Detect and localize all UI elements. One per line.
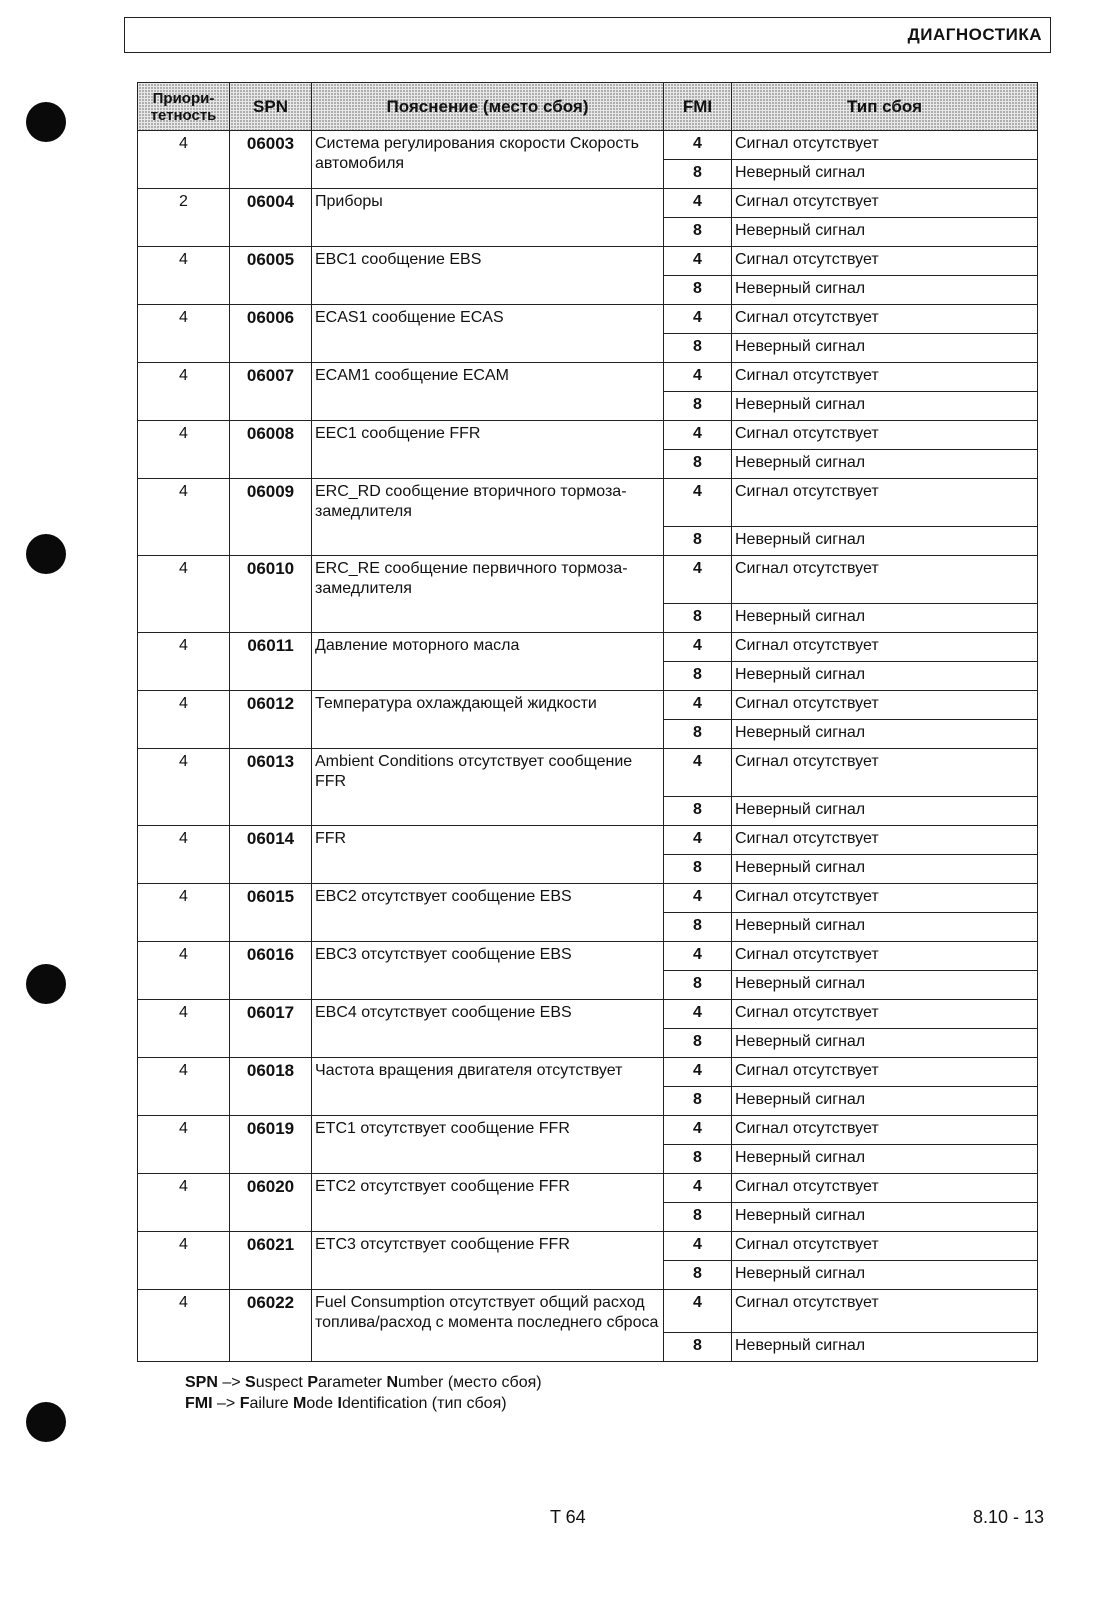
cell-description: Приборы bbox=[312, 189, 664, 247]
note-spn-s2: P bbox=[307, 1374, 318, 1391]
cell-spn: 06008 bbox=[230, 421, 312, 479]
cell-fmi: 4 bbox=[664, 633, 732, 662]
cell-description: EBC2 отсутствует сообщение EBS bbox=[312, 884, 664, 942]
cell-priority: 4 bbox=[138, 884, 230, 942]
header-title: ДИАГНОСТИКА bbox=[907, 25, 1042, 44]
cell-failure-type: Сигнал отсутствует bbox=[732, 749, 1038, 797]
cell-failure-type: Сигнал отсутствует bbox=[732, 556, 1038, 604]
cell-priority: 4 bbox=[138, 826, 230, 884]
cell-description: FFR bbox=[312, 826, 664, 884]
cell-description: Ambient Conditions отсутствует сообщение FFR bbox=[312, 749, 664, 826]
cell-fmi: 8 bbox=[664, 450, 732, 479]
cell-priority: 4 bbox=[138, 1058, 230, 1116]
cell-fmi: 4 bbox=[664, 479, 732, 527]
col-header-priority-line1: Приори- bbox=[152, 89, 215, 107]
cell-failure-type: Сигнал отсутствует bbox=[732, 826, 1038, 855]
table-row bbox=[138, 479, 1038, 527]
cell-failure-type: Неверный сигнал bbox=[732, 276, 1038, 305]
cell-fmi: 4 bbox=[664, 691, 732, 720]
cell-spn: 06013 bbox=[230, 749, 312, 826]
cell-failure-type: Неверный сигнал bbox=[732, 720, 1038, 749]
cell-fmi: 8 bbox=[664, 604, 732, 633]
table-row bbox=[138, 1232, 1038, 1261]
cell-description: ETC1 отсутствует сообщение FFR bbox=[312, 1116, 664, 1174]
note-fmi-r2: ode bbox=[306, 1395, 338, 1412]
table-row bbox=[138, 247, 1038, 276]
table-row bbox=[138, 826, 1038, 855]
table-row bbox=[138, 691, 1038, 720]
note-spn-r1: uspect bbox=[255, 1374, 308, 1391]
cell-priority: 4 bbox=[138, 749, 230, 826]
cell-failure-type: Сигнал отсутствует bbox=[732, 1116, 1038, 1145]
cell-spn: 06004 bbox=[230, 189, 312, 247]
table-header-row bbox=[138, 83, 1038, 131]
cell-description: ECAS1 сообщение ECAS bbox=[312, 305, 664, 363]
cell-priority: 4 bbox=[138, 633, 230, 691]
cell-fmi: 4 bbox=[664, 1116, 732, 1145]
diagnostics-table bbox=[137, 82, 1038, 1362]
cell-failure-type: Неверный сигнал bbox=[732, 1029, 1038, 1058]
note-fmi-s1: F bbox=[239, 1395, 250, 1412]
cell-fmi: 8 bbox=[664, 218, 732, 247]
cell-failure-type: Сигнал отсутствует bbox=[732, 1174, 1038, 1203]
table-row bbox=[138, 942, 1038, 971]
note-spn-s3: N bbox=[386, 1374, 399, 1391]
note-fmi-s3: I bbox=[337, 1395, 342, 1412]
note-fmi-s2: M bbox=[293, 1395, 307, 1412]
cell-fmi: 4 bbox=[664, 1174, 732, 1203]
cell-fmi: 8 bbox=[664, 1261, 732, 1290]
cell-priority: 4 bbox=[138, 1290, 230, 1362]
col-header-type: Тип сбоя bbox=[732, 83, 1038, 131]
note-spn-r2: arameter bbox=[317, 1374, 387, 1391]
cell-fmi: 4 bbox=[664, 826, 732, 855]
table-row bbox=[138, 1174, 1038, 1203]
cell-failure-type: Неверный сигнал bbox=[732, 1261, 1038, 1290]
cell-fmi: 8 bbox=[664, 1029, 732, 1058]
cell-fmi: 4 bbox=[664, 749, 732, 797]
cell-description: EBC1 сообщение EBS bbox=[312, 247, 664, 305]
col-header-priority bbox=[138, 83, 230, 131]
cell-failure-type: Сигнал отсутствует bbox=[732, 1000, 1038, 1029]
cell-description: Частота вращения двигателя отсутствует bbox=[312, 1058, 664, 1116]
cell-spn: 06022 bbox=[230, 1290, 312, 1362]
cell-priority: 4 bbox=[138, 305, 230, 363]
cell-spn: 06007 bbox=[230, 363, 312, 421]
cell-priority: 4 bbox=[138, 942, 230, 1000]
cell-priority: 4 bbox=[138, 691, 230, 749]
cell-description: ETC3 отсутствует сообщение FFR bbox=[312, 1232, 664, 1290]
cell-failure-type: Неверный сигнал bbox=[732, 334, 1038, 363]
cell-failure-type: Сигнал отсутствует bbox=[732, 1232, 1038, 1261]
cell-description: Температура охлаждающей жидкости bbox=[312, 691, 664, 749]
cell-priority: 4 bbox=[138, 131, 230, 189]
cell-fmi: 8 bbox=[664, 662, 732, 691]
cell-failure-type: Сигнал отсутствует bbox=[732, 691, 1038, 720]
note-fmi-abbr: FMI bbox=[185, 1395, 213, 1412]
cell-fmi: 8 bbox=[664, 971, 732, 1000]
cell-spn: 06005 bbox=[230, 247, 312, 305]
table-row bbox=[138, 633, 1038, 662]
cell-failure-type: Сигнал отсутствует bbox=[732, 363, 1038, 392]
cell-spn: 06016 bbox=[230, 942, 312, 1000]
binder-hole-2 bbox=[26, 534, 66, 574]
cell-fmi: 4 bbox=[664, 1058, 732, 1087]
cell-priority: 4 bbox=[138, 1232, 230, 1290]
cell-failure-type: Неверный сигнал bbox=[732, 450, 1038, 479]
cell-fmi: 4 bbox=[664, 131, 732, 160]
cell-spn: 06009 bbox=[230, 479, 312, 556]
cell-failure-type: Сигнал отсутствует bbox=[732, 247, 1038, 276]
cell-failure-type: Неверный сигнал bbox=[732, 1333, 1038, 1362]
note-fmi-r1: ailure bbox=[249, 1395, 294, 1412]
cell-failure-type: Сигнал отсутствует bbox=[732, 479, 1038, 527]
cell-description: ECAM1 сообщение ECAM bbox=[312, 363, 664, 421]
cell-description: Fuel Consumption отсутствует общий расход топлива/расход с момента последнего сброса bbox=[312, 1290, 664, 1362]
cell-fmi: 8 bbox=[664, 392, 732, 421]
cell-spn: 06012 bbox=[230, 691, 312, 749]
cell-fmi: 4 bbox=[664, 247, 732, 276]
note-spn-s1: S bbox=[245, 1374, 256, 1391]
cell-spn: 06003 bbox=[230, 131, 312, 189]
table-body bbox=[138, 131, 1038, 1362]
cell-fmi: 8 bbox=[664, 720, 732, 749]
cell-failure-type: Сигнал отсутствует bbox=[732, 633, 1038, 662]
section-number: 8.10 - 13 bbox=[973, 1507, 1045, 1527]
cell-failure-type: Неверный сигнал bbox=[732, 662, 1038, 691]
cell-priority: 4 bbox=[138, 479, 230, 556]
cell-fmi: 4 bbox=[664, 305, 732, 334]
cell-fmi: 8 bbox=[664, 334, 732, 363]
note-fmi-r3: dentification (тип сбоя) bbox=[341, 1395, 507, 1412]
table-row bbox=[138, 884, 1038, 913]
table-row bbox=[138, 421, 1038, 450]
cell-spn: 06006 bbox=[230, 305, 312, 363]
cell-fmi: 4 bbox=[664, 421, 732, 450]
cell-fmi: 8 bbox=[664, 797, 732, 826]
table-row bbox=[138, 131, 1038, 160]
cell-failure-type: Неверный сигнал bbox=[732, 797, 1038, 826]
cell-priority: 4 bbox=[138, 1000, 230, 1058]
table-row bbox=[138, 363, 1038, 392]
cell-spn: 06019 bbox=[230, 1116, 312, 1174]
cell-description: EBC4 отсутствует сообщение EBS bbox=[312, 1000, 664, 1058]
cell-fmi: 4 bbox=[664, 189, 732, 218]
cell-priority: 4 bbox=[138, 421, 230, 479]
binder-hole-1 bbox=[26, 102, 66, 142]
cell-fmi: 4 bbox=[664, 363, 732, 392]
cell-failure-type: Сигнал отсутствует bbox=[732, 884, 1038, 913]
cell-failure-type: Неверный сигнал bbox=[732, 604, 1038, 633]
cell-fmi: 8 bbox=[664, 1333, 732, 1362]
cell-fmi: 8 bbox=[664, 913, 732, 942]
cell-fmi: 8 bbox=[664, 527, 732, 556]
cell-failure-type: Неверный сигнал bbox=[732, 1087, 1038, 1116]
cell-failure-type: Неверный сигнал bbox=[732, 527, 1038, 556]
col-header-priority-line2: тетность bbox=[150, 106, 217, 124]
cell-spn: 06010 bbox=[230, 556, 312, 633]
col-header-spn: SPN bbox=[230, 83, 312, 131]
table-row bbox=[138, 1058, 1038, 1087]
cell-spn: 06020 bbox=[230, 1174, 312, 1232]
cell-priority: 4 bbox=[138, 556, 230, 633]
note-fmi bbox=[185, 1393, 542, 1414]
cell-failure-type: Сигнал отсутствует bbox=[732, 305, 1038, 334]
cell-description: ERC_RE сообщение первичного тормоза-замедлителя bbox=[312, 556, 664, 633]
binder-hole-3 bbox=[26, 964, 66, 1004]
cell-fmi: 8 bbox=[664, 1203, 732, 1232]
table-row bbox=[138, 749, 1038, 797]
cell-failure-type: Сигнал отсутствует bbox=[732, 189, 1038, 218]
table-row bbox=[138, 1000, 1038, 1029]
page-number: T 64 bbox=[550, 1507, 586, 1527]
cell-fmi: 4 bbox=[664, 1290, 732, 1333]
cell-spn: 06018 bbox=[230, 1058, 312, 1116]
cell-fmi: 4 bbox=[664, 556, 732, 604]
cell-spn: 06015 bbox=[230, 884, 312, 942]
table-row bbox=[138, 1116, 1038, 1145]
cell-priority: 2 bbox=[138, 189, 230, 247]
cell-priority: 4 bbox=[138, 247, 230, 305]
cell-spn: 06011 bbox=[230, 633, 312, 691]
cell-description: ERC_RD сообщение вторичного тормоза-замедлителя bbox=[312, 479, 664, 556]
cell-failure-type: Сигнал отсутствует bbox=[732, 942, 1038, 971]
col-header-fmi: FMI bbox=[664, 83, 732, 131]
page-header bbox=[124, 17, 1051, 53]
cell-failure-type: Неверный сигнал bbox=[732, 160, 1038, 189]
cell-fmi: 8 bbox=[664, 1087, 732, 1116]
cell-priority: 4 bbox=[138, 363, 230, 421]
cell-priority: 4 bbox=[138, 1174, 230, 1232]
cell-fmi: 4 bbox=[664, 1232, 732, 1261]
cell-fmi: 8 bbox=[664, 1145, 732, 1174]
cell-priority: 4 bbox=[138, 1116, 230, 1174]
cell-failure-type: Неверный сигнал bbox=[732, 218, 1038, 247]
binder-hole-4 bbox=[26, 1402, 66, 1442]
cell-failure-type: Сигнал отсутствует bbox=[732, 131, 1038, 160]
cell-failure-type: Неверный сигнал bbox=[732, 913, 1038, 942]
cell-failure-type: Неверный сигнал bbox=[732, 971, 1038, 1000]
table-row bbox=[138, 189, 1038, 218]
notes bbox=[185, 1372, 542, 1414]
cell-fmi: 8 bbox=[664, 855, 732, 884]
table-row bbox=[138, 1290, 1038, 1333]
cell-failure-type: Неверный сигнал bbox=[732, 1203, 1038, 1232]
cell-failure-type: Сигнал отсутствует bbox=[732, 421, 1038, 450]
cell-fmi: 4 bbox=[664, 942, 732, 971]
cell-description: ETC2 отсутствует сообщение FFR bbox=[312, 1174, 664, 1232]
note-fmi-arrow: –> bbox=[212, 1395, 240, 1412]
cell-fmi: 4 bbox=[664, 884, 732, 913]
table-row bbox=[138, 556, 1038, 604]
note-spn bbox=[185, 1372, 542, 1393]
cell-description: EEC1 сообщение FFR bbox=[312, 421, 664, 479]
note-spn-arrow: –> bbox=[217, 1374, 246, 1391]
cell-spn: 06017 bbox=[230, 1000, 312, 1058]
cell-description: Система регулирования скорости Скорость автомобиля bbox=[312, 131, 664, 189]
cell-failure-type: Неверный сигнал bbox=[732, 855, 1038, 884]
cell-failure-type: Сигнал отсутствует bbox=[732, 1290, 1038, 1333]
cell-failure-type: Неверный сигнал bbox=[732, 1145, 1038, 1174]
table-row bbox=[138, 305, 1038, 334]
cell-failure-type: Сигнал отсутствует bbox=[732, 1058, 1038, 1087]
cell-fmi: 8 bbox=[664, 160, 732, 189]
col-header-description: Пояснение (место сбоя) bbox=[312, 83, 664, 131]
cell-fmi: 8 bbox=[664, 276, 732, 305]
cell-description: Давление моторного масла bbox=[312, 633, 664, 691]
cell-failure-type: Неверный сигнал bbox=[732, 392, 1038, 421]
cell-spn: 06021 bbox=[230, 1232, 312, 1290]
cell-description: EBC3 отсутствует сообщение EBS bbox=[312, 942, 664, 1000]
cell-spn: 06014 bbox=[230, 826, 312, 884]
note-spn-abbr: SPN bbox=[185, 1374, 218, 1391]
note-spn-r3: umber (место сбоя) bbox=[398, 1374, 542, 1391]
cell-fmi: 4 bbox=[664, 1000, 732, 1029]
